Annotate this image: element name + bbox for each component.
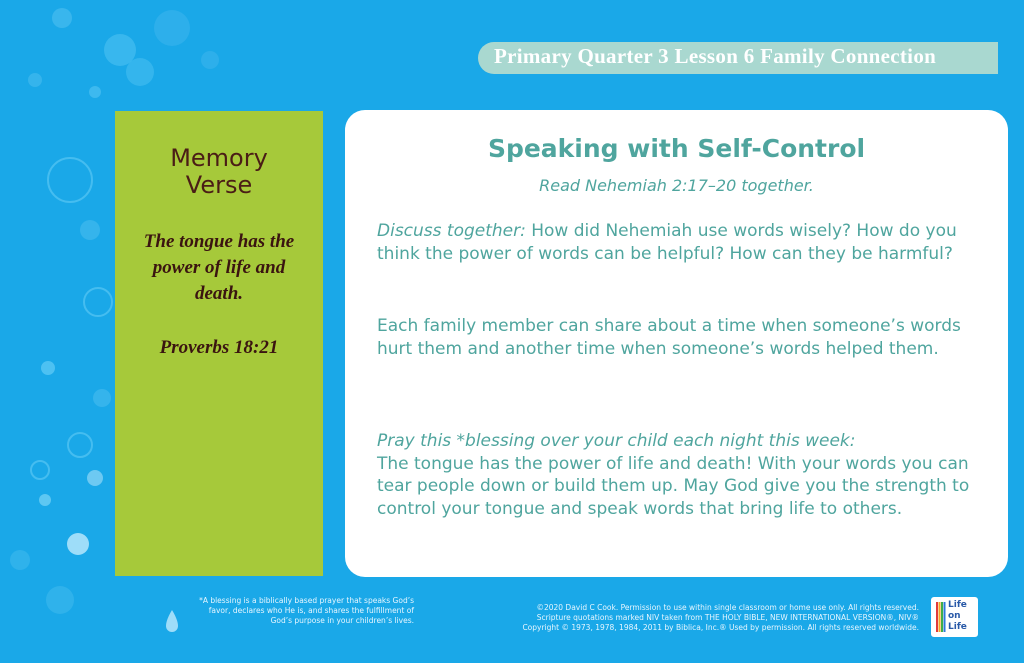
discuss-lead: Discuss together:	[377, 221, 526, 241]
memory-verse-text: The tongue has the power of life and death.	[143, 231, 295, 304]
discuss-body: How did Nehemiah use words wisely? How do you think the power of words can be helpful? How can they be harmful?	[377, 221, 957, 264]
memory-verse-panel	[115, 111, 323, 576]
prayer-body: The tongue has the power of life and death! With your words you can tear people down or build them up. May God give you the strength to control your tongue and speak words that bring life to others.	[377, 453, 970, 519]
reading-instruction: Read Nehemiah 2:17–20 together.	[539, 176, 814, 195]
prayer-lead: Pray this *blessing over your child each night this week:	[377, 431, 856, 451]
page-title: Primary Quarter 3 Lesson 6 Family Connection	[494, 44, 937, 68]
copyright-notice	[434, 603, 919, 633]
lesson-card	[345, 110, 1008, 577]
blessing-footnote: *A blessing is a biblically based prayer that speaks God’s favor, declares who He is, and shares the fulfillment of God’s purpose in your children’s lives.	[199, 596, 414, 625]
logo-text: Life on Life	[948, 600, 967, 632]
logo-stripes-icon	[936, 602, 946, 632]
copyright-line: Scripture quotations marked NIV taken from THE HOLY BIBLE, NEW INTERNATIONAL VERSION®, NIV®	[536, 613, 919, 622]
share-paragraph: Each family member can share about a time when someone’s words hurt them and another time when someone’s words helped them.	[377, 316, 961, 359]
prayer-paragraph	[377, 430, 987, 520]
life-on-life-logo	[931, 597, 978, 637]
memory-verse-heading: Memory Verse	[170, 144, 268, 199]
discuss-paragraph	[377, 220, 987, 265]
copyright-line: ©2020 David C Cook. Permission to use within single classroom or home use only. All rights reserved.	[536, 603, 919, 612]
lesson-title: Speaking with Self-Control	[487, 134, 866, 163]
memory-verse-reference: Proverbs 18:21	[159, 337, 279, 358]
copyright-line: Copyright © 1973, 1978, 1984, 2011 by Biblica, Inc.® Used by permission. All rights reserved worldwide.	[522, 623, 919, 632]
